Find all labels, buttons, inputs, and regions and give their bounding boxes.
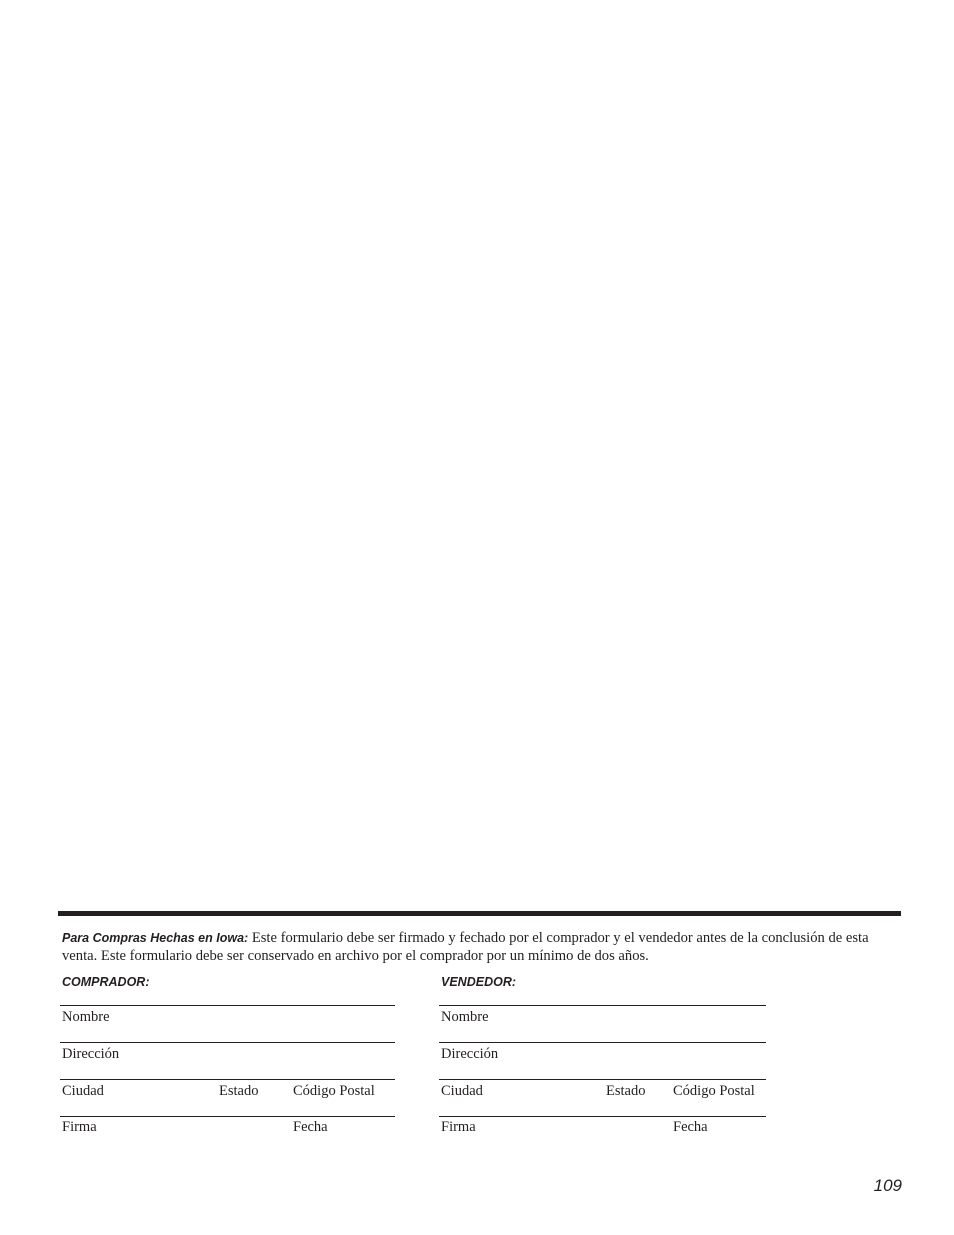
buyer-state-label: Estado bbox=[219, 1083, 259, 1099]
seller-address-line bbox=[439, 1042, 766, 1043]
seller-state-label: Estado bbox=[606, 1083, 646, 1099]
seller-form bbox=[439, 1005, 766, 1145]
seller-city-label: Ciudad bbox=[441, 1083, 483, 1099]
buyer-signature-line bbox=[60, 1116, 395, 1117]
buyer-name-line bbox=[60, 1005, 395, 1006]
buyer-city-line bbox=[60, 1079, 395, 1080]
seller-name-line bbox=[439, 1005, 766, 1006]
buyer-form bbox=[60, 1005, 395, 1145]
buyer-name-label: Nombre bbox=[62, 1009, 110, 1025]
buyer-date-label: Fecha bbox=[293, 1119, 328, 1135]
buyer-signature-label: Firma bbox=[62, 1119, 97, 1135]
iowa-notice bbox=[62, 929, 900, 965]
seller-city-line bbox=[439, 1079, 766, 1080]
seller-name-label: Nombre bbox=[441, 1009, 489, 1025]
buyer-heading: COMPRADOR: bbox=[62, 975, 150, 989]
buyer-address-label: Dirección bbox=[62, 1046, 120, 1062]
top-rule bbox=[58, 911, 901, 916]
page-number: 109 bbox=[873, 1176, 902, 1195]
notice-text: Este formulario debe ser firmado y fechado por el comprador y el vendedor antes de la conclusión de esta venta. Este formulario debe ser conservado en archivo por el comprador por un mínimo de dos años. bbox=[62, 930, 869, 964]
seller-address-label: Dirección bbox=[441, 1046, 499, 1062]
notice-lead: Para Compras Hechas en Iowa: bbox=[62, 931, 249, 945]
buyer-city-label: Ciudad bbox=[62, 1083, 104, 1099]
seller-date-label: Fecha bbox=[673, 1119, 708, 1135]
seller-signature-label: Firma bbox=[441, 1119, 476, 1135]
buyer-address-line bbox=[60, 1042, 395, 1043]
seller-signature-line bbox=[439, 1116, 766, 1117]
seller-heading: VENDEDOR: bbox=[441, 975, 517, 989]
seller-zip-label: Código Postal bbox=[673, 1083, 755, 1099]
buyer-zip-label: Código Postal bbox=[293, 1083, 375, 1099]
